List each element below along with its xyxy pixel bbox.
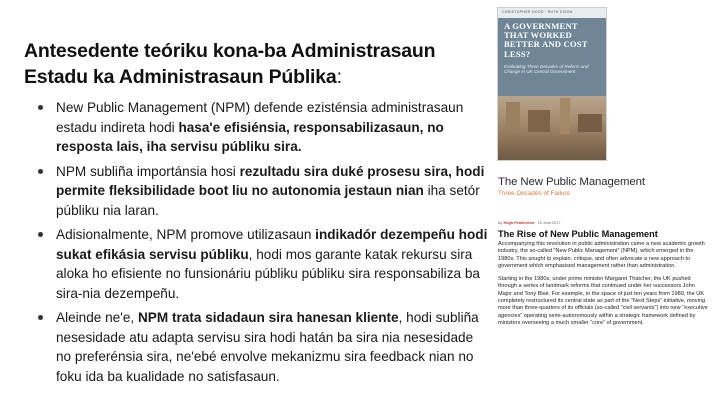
slide-title-colon: :	[336, 66, 342, 88]
slide-title-bold: Antesedente teóriku kona-ba Administrasaun Estadu ka Administrasaun Públika	[24, 40, 436, 88]
article-byline: By Hugh Pemberton · 15 June 2017	[498, 221, 561, 225]
book-cover	[498, 8, 606, 160]
bullet-list	[38, 98, 490, 391]
article-body	[498, 241, 710, 333]
byline-date: 15 June 2017	[537, 221, 561, 225]
bullet-text: iha setór públiku nia laran.	[56, 183, 480, 218]
cover-subtitle: Evaluating Three Decades of Reform and Change in UK Central Government	[504, 64, 589, 75]
bullet-item	[38, 98, 490, 157]
cover-ruins-photo	[498, 96, 606, 160]
article-image	[498, 8, 712, 398]
article-heading: The Rise of New Public Management	[498, 229, 658, 239]
ruin-shape	[528, 110, 550, 132]
bullet-text: New Public Management (NPM) defende ezisténsia administrasaun estadu indireta hodi	[56, 100, 464, 135]
bullet-text-bold: indikadór dezempeñu hodi sukat efikásia servisu públiku	[56, 227, 488, 262]
bullet-text: Adisionalmente, NPM promove utilizasaun	[56, 227, 316, 242]
ruin-shape	[560, 98, 570, 134]
bullet-text: , hodi mos garante katak rekursu sira aloka ho efisiente no funsionáriu públiku públiku sira responsabiliza ba sira-nia dezempeñu.	[56, 246, 480, 301]
bullet-text-bold: hasa'e efisiénsia, responsabilizasaun, no resposta lais, iha servisu públiku sira.	[56, 119, 444, 154]
bullet-text-bold: NPM trata sidadaun sira hanesan kliente	[137, 310, 399, 325]
bullet-item	[38, 308, 490, 386]
byline-prefix: By	[498, 221, 504, 225]
article-paragraph: Accompanying this revolution in public administration came a new academic growth industry, the so-called “New Public Management” (NPM), which emerged in the 1980s. This sought to explain, critique, and often advocate a new approach to government which emphasised management rather than administration.	[498, 241, 705, 269]
ruin-shape	[506, 102, 520, 132]
bullet-text: Aleinde ne'e,	[56, 310, 138, 325]
bullet-text: , hodi subliña nesesidade atu adapta servisu sira hodi hatán ba sira nia nesesidade no preferénsia sira, ne'ebé envolve mekanizmu sira feedback nian no foku ida ba kualidade no satisfasaun.	[56, 310, 479, 384]
book-subtitle: Three Decades of Failure	[498, 190, 571, 197]
slide-title	[24, 38, 486, 90]
book-title: The New Public Management	[498, 176, 645, 188]
bullet-text-bold: rezultadu sira duké prosesu sira, hodi permite fleksibilidade boot liu no autonomia jestaun nian	[56, 163, 485, 198]
bullet-item	[38, 225, 490, 303]
cover-authors: CHRISTOPHER HOOD · RUTH DIXON	[502, 10, 573, 14]
bullet-text: NPM subliña importánsia hosi	[56, 163, 240, 179]
bullet-item	[38, 162, 490, 221]
ruin-shape	[578, 114, 602, 132]
byline-author: Hugh Pemberton	[503, 221, 535, 225]
article-paragraph: Starting in the 1980s, under prime minister Margaret Thatcher, the UK pushed through a series of landmark reforms that continued under her successors John Major and Tony Blair. For example, in the space of just ten years from 1989, the UK completely restructured its central state as part of the “Next Steps” initiative, moving more than three-quarters of its officials (so-called “civil servants”) into new “executive agencies” operating semi-autonomously within a strategic framework defined by ministers overseeing a much smaller “core” of government.	[498, 276, 708, 326]
cover-title: A GOVERNMENT THAT WORKED BETTER AND COST LESS?	[504, 21, 588, 59]
